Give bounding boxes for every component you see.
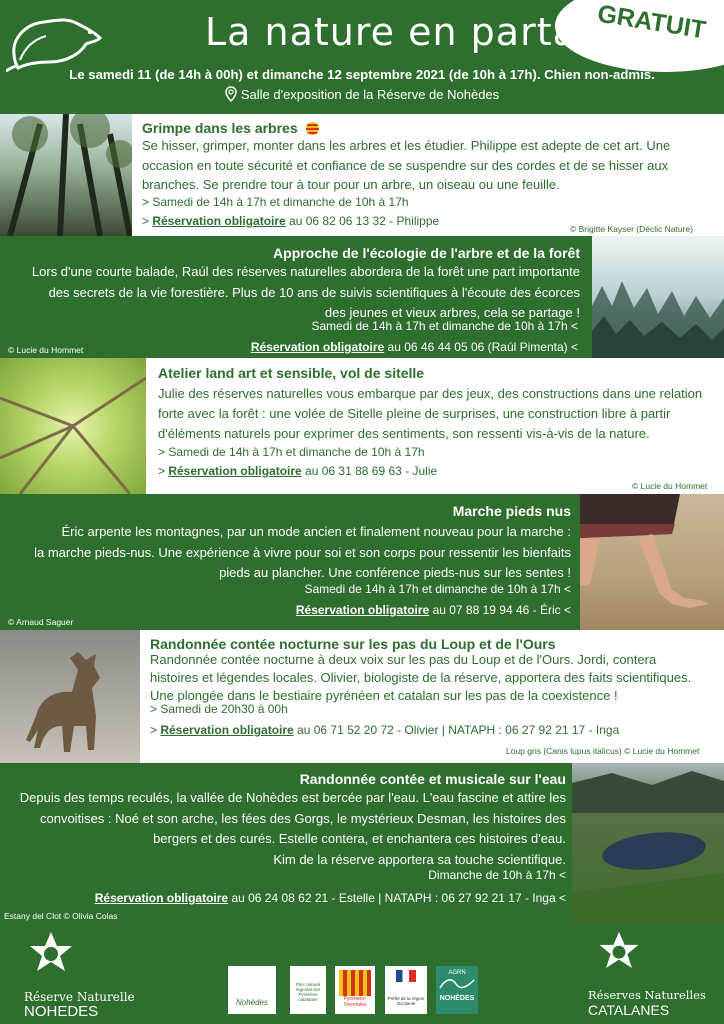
- booking-label-5[interactable]: Réservation obligatoire: [160, 723, 294, 737]
- booking-label-4[interactable]: Réservation obligatoire: [295, 603, 430, 617]
- activity-booking-1: > Réservation obligatoire au 06 82 06 13 32 - Philippe: [142, 214, 440, 228]
- partner-logo-nohedes: Nohèdes: [228, 966, 276, 1014]
- right-logo-line2: CATALANES: [588, 1002, 670, 1018]
- activity-schedule-1: > Samedi de 14h à 17h et dimanche de 10h à 17h: [142, 195, 409, 209]
- booking-label-6[interactable]: Réservation obligatoire: [94, 891, 229, 905]
- location-label: Salle d'exposition de la Réserve de Nohèdes: [240, 87, 500, 102]
- left-logo-line2: NOHEDES: [24, 1003, 99, 1020]
- catalan-flag-icon: [306, 122, 319, 135]
- activity-booking-5: > Réservation obligatoire au 06 71 52 20 72 - Olivier | NATAPH : 06 27 92 21 17 - Inga: [150, 723, 620, 737]
- activity-schedule-3: > Samedi de 14h à 17h et dimanche de 10h à 17h: [158, 445, 425, 459]
- activity-desc-1: Se hisser, grimper, monter dans les arbres et les étudier. Philippe est adepte de cet art. Une occasion en toute sécurité et confiance de se suspendre sur des cordes et de se hisser aux branches. Se prendre tour à tour pour un arbre, un oiseau ou une feuille.: [142, 138, 671, 192]
- activity-schedule-4: Samedi de 14h à 17h et dimanche de 10h à 17h <: [304, 582, 571, 596]
- right-logo-line1: Réserves Naturelles: [588, 988, 706, 1002]
- activity-title-3: Atelier land art et sensible, vol de sitelle: [158, 365, 425, 381]
- left-logo-line1: Réserve Naturelle: [24, 990, 135, 1004]
- partner-logo-department: Pyrénées-Orientales: [335, 966, 375, 1014]
- activity-title-1: Grimpe dans les arbres: [142, 120, 319, 136]
- activity-title-5: Randonnée contée nocturne sur les pas du Loup et de l'Ours: [150, 636, 556, 652]
- activity-schedule-5: > Samedi de 20h30 à 00h: [150, 702, 288, 716]
- activity-booking-6: Réservation obligatoire au 06 24 08 62 21 - Estelle | NATAPH : 06 27 92 21 17 - Inga <: [94, 891, 566, 905]
- activity-desc-5: Randonnée contée nocturne à deux voix sur les pas du Loup et de l'Ours. Jordi, contera histoires et légendes locales. Olivier, biologiste de la réserve, apportera des faits scientifiques. Une plongée dans le bestiaire pyrénéen et catalan sur les pas de la coexistence !: [150, 652, 692, 703]
- photo-lake: [572, 763, 724, 924]
- activity-title-6: Randonnée contée et musicale sur l'eau: [299, 771, 566, 787]
- photo-canopy: [0, 358, 146, 494]
- event-dates: Le samedi 11 (de 14h à 00h) et dimanche 12 septembre 2021 (de 10h à 17h). Chien non-admis.: [69, 67, 655, 82]
- activity-desc-4: Éric arpente les montagnes, par un mode ancien et finalement nouveau pour la marche : la marche pieds-nus. Une expérience à vivre pour soi et son corps pour ressentir les bienfaits pieds au plancher. Une conférence pieds-nus sur les sentes !: [34, 524, 571, 580]
- activity-booking-2: Réservation obligatoire au 06 46 44 05 06 (Raúl Pimenta) <: [250, 340, 578, 354]
- activity-desc-2: Lors d'une courte balade, Raúl des réserves naturelles abordera de la forêt une part importante des secrets de la vie forestière. Plus de 10 ans de suivis scientifiques à l'écoute des écorces des jeunes et vieux arbres, cela se partage !: [31, 264, 580, 320]
- photo-tree-climbing: [0, 114, 132, 236]
- marmot-logo-icon: [6, 10, 104, 72]
- photo-credit-2: © Lucie du Hommet: [8, 345, 84, 355]
- photo-credit-5: Loup gris (Canis lupus italicus) © Lucie du Hommet: [506, 746, 700, 756]
- photo-credit-6: Estany del Clot © Olivia Colas: [4, 911, 118, 921]
- activity-desc-3: Julie des réserves naturelles vous embarque par des jeux, des constructions dans une relation forte avec la forêt : une volée de Sitelle pleine de surprises, une construction libre à partir d'éléments naturels pour exprimer des sentiments, son ressenti vis-à-vis de la nature.: [158, 386, 703, 441]
- poster-title: La nature en partage: [205, 10, 627, 54]
- partner-logo-pnr: Parc naturel régional des Pyrénées catalanes: [290, 966, 326, 1014]
- nohedes-reserve-logo-icon: [24, 930, 78, 984]
- activity-schedule-6: Dimanche de 10h à 17h <: [428, 868, 566, 882]
- booking-label-1[interactable]: Réservation obligatoire: [152, 214, 286, 228]
- catalanes-reserves-logo-icon: [594, 930, 644, 980]
- event-location: [0, 86, 724, 102]
- free-badge: GRATUIT: [595, 0, 708, 45]
- photo-credit-1: © Brigitte Kayser (Déclic Nature): [570, 224, 693, 234]
- photo-credit-3: © Lucie du Hommet: [632, 481, 708, 491]
- activity-booking-4: Réservation obligatoire au 07 88 19 94 46 - Éric <: [295, 603, 571, 617]
- location-pin-icon: [225, 86, 237, 102]
- activity-booking-3: > Réservation obligatoire au 06 31 88 69 63 - Julie: [158, 464, 438, 478]
- activity-schedule-2: Samedi de 14h à 17h et dimanche de 10h à 17h <: [311, 319, 578, 333]
- booking-label-2[interactable]: Réservation obligatoire: [250, 340, 385, 354]
- partner-logo-agrn: AGRN NOHÈDES: [436, 966, 478, 1014]
- photo-barefoot: [580, 494, 724, 630]
- photo-credit-4: © Arnaud Saguer: [8, 617, 74, 627]
- activity-title-2: Approche de l'écologie de l'arbre et de la forêt: [273, 245, 580, 261]
- partner-logo-prefet: Préfet de la région Occitanie: [385, 966, 427, 1014]
- activity-title-4: Marche pieds nus: [452, 503, 571, 519]
- booking-label-3[interactable]: Réservation obligatoire: [168, 464, 302, 478]
- activity-desc-6: Depuis des temps reculés, la vallée de Nohèdes est bercée par l'eau. L'eau fascine et attire les convoitises : Noé et son arche, les fées des Gorgs, le mystérieux Desman, les histoires des bergers et des curés. Estelle contera, et enchantera ces histoires d'eau. Kim de la réserve apportera sa touche scientifique.: [19, 790, 566, 867]
- photo-misty-forest: [592, 236, 724, 358]
- photo-wolf: [0, 630, 140, 763]
